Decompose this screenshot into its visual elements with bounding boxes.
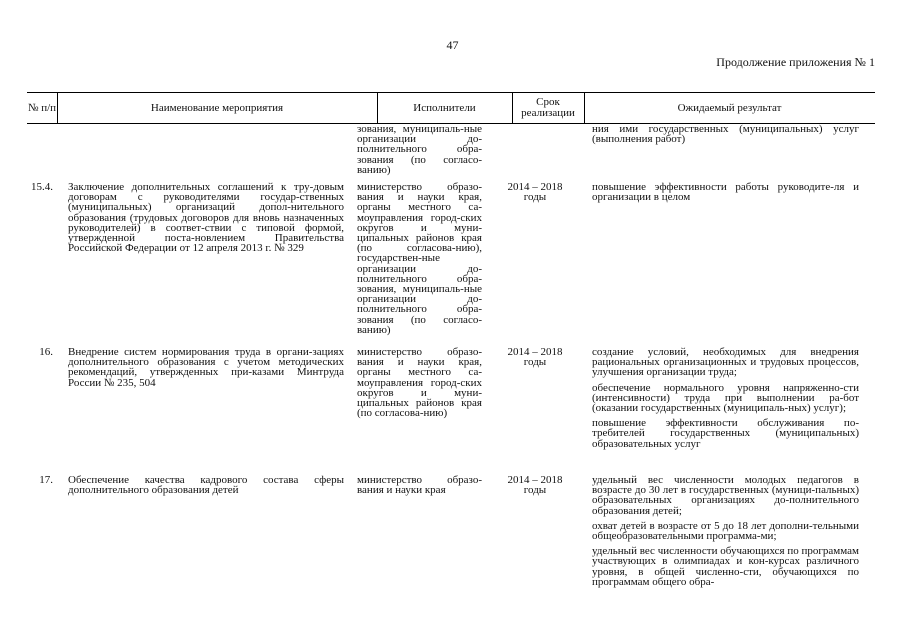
- row-term: 2014 – 2018 годы: [507, 474, 563, 497]
- row-number: 17.: [39, 474, 53, 486]
- page-number: 47: [446, 38, 459, 52]
- row-number: 15.4.: [31, 181, 53, 193]
- row-name: Обеспечение качества кадрового состава сферы дополнительного образования детей: [68, 474, 344, 497]
- carryover-executors: зования, муниципаль-ные организации до-полнительного обра-зования (по согласо-ванию): [357, 123, 482, 176]
- row-results: [592, 475, 859, 592]
- row-results: [592, 182, 859, 207]
- row-name: Внедрение систем нормирования труда в органи-зациях дополнительного образования с учетом методических рекомендаций, утвержденных при-казами Минтруда России № 235, 504: [68, 346, 344, 389]
- result-item: создание условий, необходимых для внедрения рациональных организационных и трудовых процессов, улучшения организации труда;: [592, 346, 859, 379]
- appendix-continuation-label: Продолжение приложения № 1: [716, 55, 875, 69]
- row-executors: министерство образо-вания и науки края, органы местного са-моуправления город-ских округов и муни-ципальных районов края (по согласова-нию), государствен-ные организации до-полнительного обра-зования, муниципаль-ные организации до-полнительного обра-зования (по согласо-ванию): [357, 181, 482, 336]
- carryover-result: ния ими государственных (муниципальных) услуг (выполнения работ): [592, 123, 859, 146]
- row-executors: министерство образо-вания и науки края: [357, 474, 482, 497]
- row-term: 2014 – 2018 годы: [507, 181, 563, 204]
- result-item: охват детей в возрасте от 5 до 18 лет дополни-тельными общеобразовательными программа-ми;: [592, 519, 859, 543]
- header-name: Наименование мероприятия: [150, 101, 284, 114]
- header-term: Срок реализации: [521, 96, 575, 119]
- table-header: [27, 92, 875, 124]
- result-item: повышение эффективности обслуживания по-требителей государственных (муниципальных) образовательных услуг: [592, 417, 859, 450]
- row-number: 16.: [39, 346, 53, 358]
- row-executors: министерство образо-вания и науки края, органы местного са-моуправления город-ских округов и муни-ципальных районов края (по согласова-нию): [357, 346, 482, 420]
- row-name: Заключение дополнительных соглашений к тру-довым договорам с руководителями государ-ственных (муниципальных) организаций допол-нительного образования (трудовых договоров для вновь назначенных руководителей) в соответ-ствии с типовой формой, утвержденной поста-новлением Правительства Российской Федерации от 12 апреля 2013 г. № 329: [68, 181, 344, 255]
- result-item: удельный вес численности обучающихся по программам участвующих в олимпиадах и кон-курсах различного уровня, в общей численно-сти, обучающихся по программам общего обра-: [592, 545, 859, 588]
- header-executors: Исполнители: [413, 101, 476, 114]
- header-num: № п/п: [27, 101, 57, 114]
- row-results: [592, 347, 859, 454]
- row-term: 2014 – 2018 годы: [507, 346, 563, 369]
- result-item: обеспечение нормального уровня напряженно-сти (интенсивности) труда при выполнении ра-бот (оказании государственных (муниципаль-ных) услуг);: [592, 381, 859, 415]
- header-result: Ожидаемый результат: [677, 101, 782, 114]
- result-item: удельный вес численности молодых педагогов в возрасте до 30 лет в государственных (муници-пальных) образовательных организациях до-полнительного образования детей;: [592, 474, 859, 517]
- result-item: повышение эффективности работы руководите-ля и организации в целом: [592, 181, 859, 204]
